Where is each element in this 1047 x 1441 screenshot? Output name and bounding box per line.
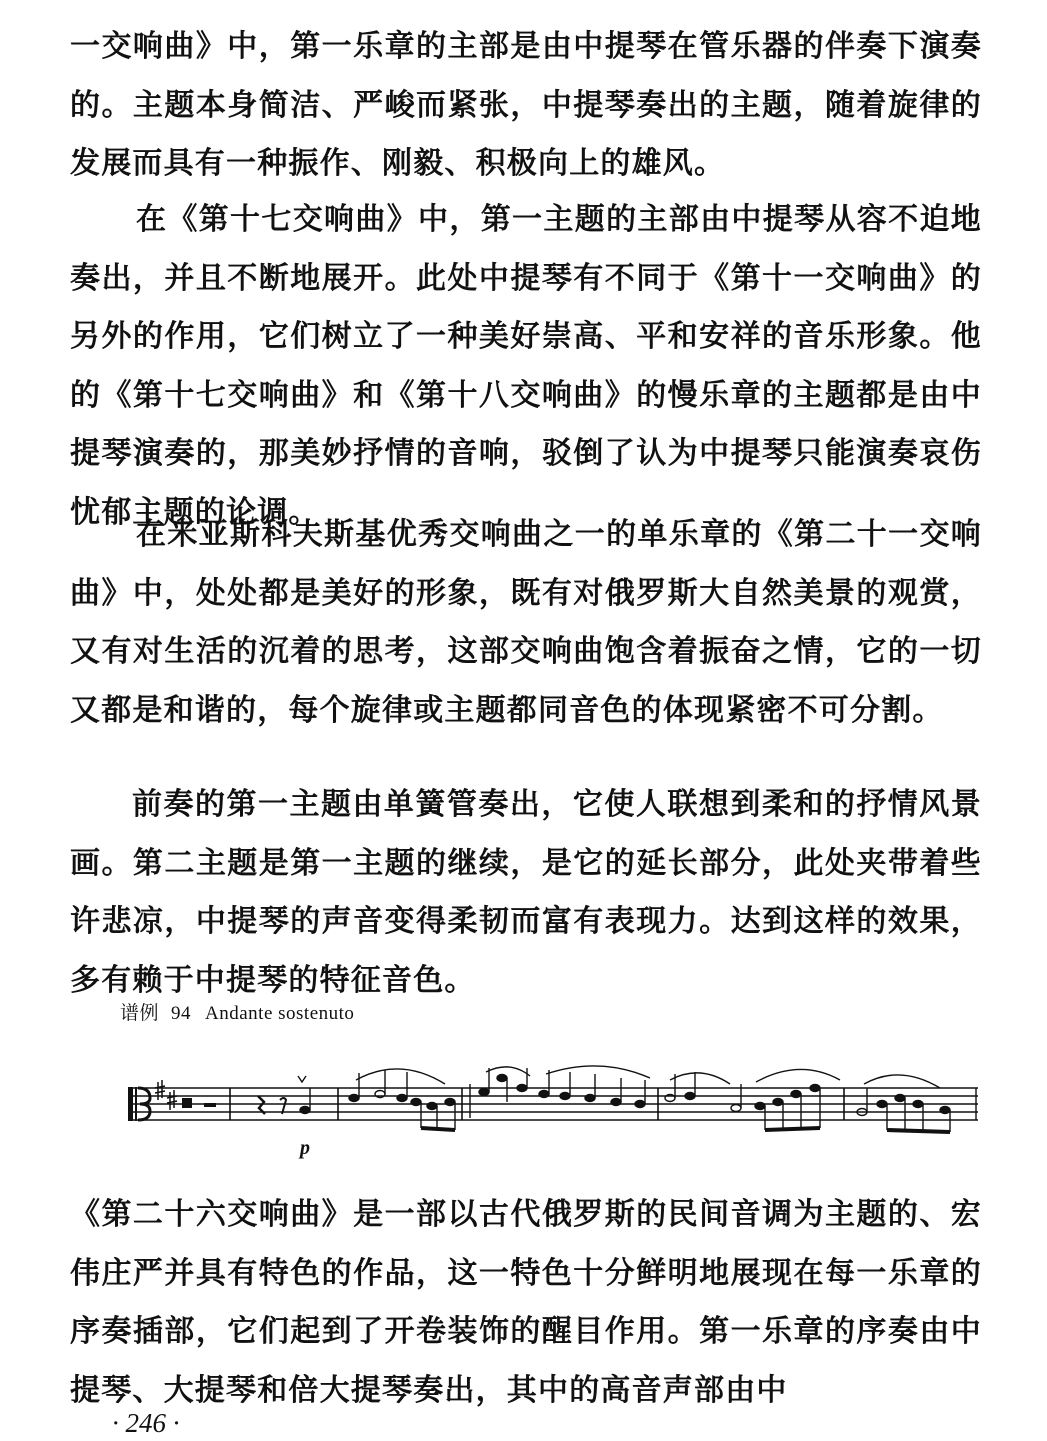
music-example-caption [120, 998, 354, 1025]
page-number: · 246 · [112, 1408, 180, 1438]
paragraph-5: 《第二十六交响曲》是一部以古代俄罗斯的民间音调为主题的、宏伟庄严并具有特色的作品，这一特色十分鲜明地展现在每一乐章的序奏插部，它们起到了开卷装饰的醒目作用。第一乐章的序奏由中提琴、大提琴和倍大提琴奏出，其中的高音声部由中 [70, 1197, 982, 1408]
time-signature [182, 1098, 192, 1108]
paragraph-4: 前奏的第一主题由单簧管奏出，它使人联想到柔和的抒情风景画。第二主题是第一主题的继续，是它的延长部分，此处夹带着些许悲凉，中提琴的声音变得柔韧而富有表现力。达到这样的效果，多有赖于中提琴的特征音色。 [70, 787, 982, 998]
paragraph-3: 在米亚斯科夫斯基优秀交响曲之一的单乐章的《第二十一交响曲》中，处处都是美好的形象，既有对俄罗斯大自然美景的观赏，又有对生活的沉着的思考，这部交响曲饱含着振奋之情，它的一切又都是和谐的，每个旋律或主题都同音色的体现紧密不可分割。 [70, 517, 982, 728]
slurs [356, 1066, 940, 1088]
example-label: 谱例 [120, 1003, 160, 1024]
staff-lines [128, 1088, 978, 1120]
key-signature-sharps [155, 1080, 177, 1110]
example-number: 94 [171, 1003, 192, 1024]
tempo-marking: Andante sostenuto [205, 1003, 355, 1024]
music-score-excerpt [110, 1058, 990, 1168]
paragraph-1: 一交响曲》中，第一乐章的主部是由中提琴在管乐器的伴奏下演奏的。主题本身简洁、严峻而紧张，中提琴奏出的主题，随着旋律的发展而具有一种振作、刚毅、积极向上的雄风。 [70, 29, 982, 181]
paragraph-2: 在《第十七交响曲》中，第一主题的主部由中提琴从容不迫地奏出，并且不断地展开。此处中提琴有不同于《第十一交响曲》的另外的作用，它们树立了一种美好崇高、平和安祥的音乐形象。他的《第十七交响曲》和《第十八交响曲》的慢乐章的主题都是由中提琴演奏的，那美妙抒情的音响，驳倒了认为中提琴只能演奏哀伤忧郁主题的论调。 [70, 202, 982, 530]
notes [298, 1068, 976, 1132]
dynamic-marking: p [300, 1137, 310, 1159]
